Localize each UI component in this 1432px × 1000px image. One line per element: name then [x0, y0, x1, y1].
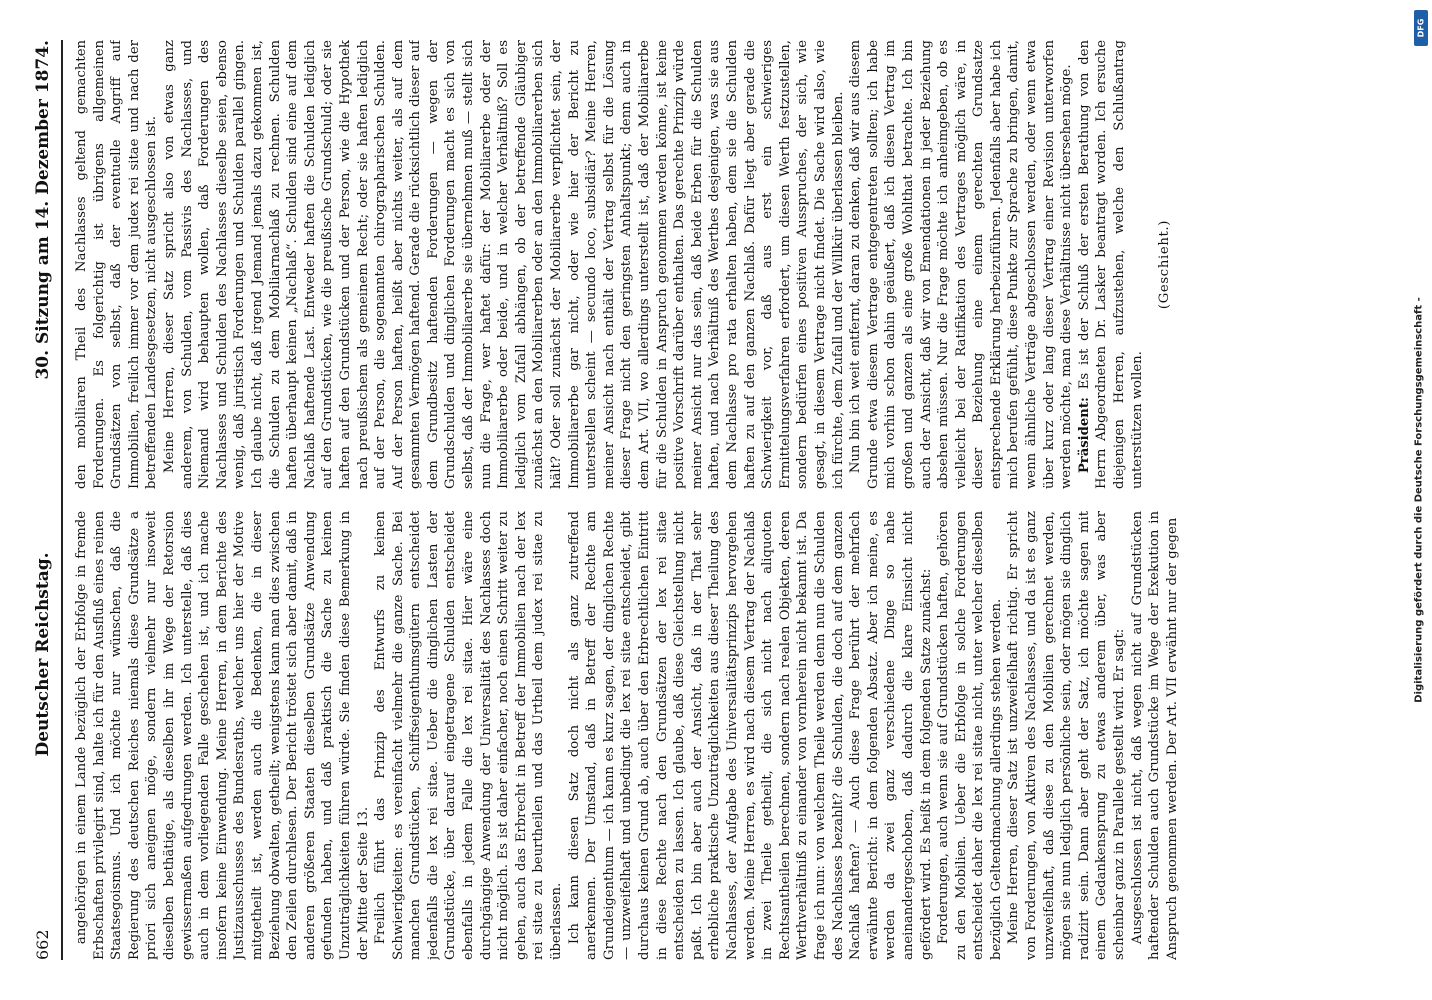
speaker-label: Präsident:: [1076, 397, 1092, 474]
column-right: [73, 40, 1395, 489]
text-columns: [73, 40, 1395, 960]
quoted-paragraph: Ausgeschlossen ist nicht, daß wegen nicht auf Grundstücken haftender Schulden auch Grundstücke im Wege der Exekution in Anspruch genommen werden. Der Art. VII erwähnt nur der gegen: [1129, 511, 1180, 960]
page-number: 662: [33, 929, 52, 960]
speaker-text: Es ist der Schluß der ersten Berathung von den Herrn Abgeordneten Dr. Lasker beantragt worden. Ich ersuche diejenigen Herren, aufzustehen, welche den Schlußantrag unterstützen wollen.: [1076, 40, 1145, 489]
paragraph: Ich kann diesen Satz doch nicht als ganz zutreffend anerkennen. Der Umstand, daß in Betreff der Rechte am Grundeigenthum — ich kann es kurz sagen, der dinglichen Rechte — unzweifelhaft und unbedingt die lex rei sitae entscheidet, gibt durchaus keinen Grund ab, auch über den Erbrechtlichen Eintritt in diese Rechte nach den Grundsätzen der lex rei sitae entscheiden zu lassen. Ich glaube, daß diese Gleichstellung nicht paßt. Ich bin aber auch der Ansicht, daß in der That sehr erhebliche praktische Unzuträglichkeiten aus dieser Theilung des Nachlasses, der Aufgabe des Universalitätsprinzips hervorgehen werden. Meine Herren, es wird nach diesem Vertrag der Nachlaß in zwei Theile getheilt, die sich nicht nach aliquoten Rechtsantheilen berechnen, sondern nach realen Objekten, deren Werthverhältniß zu einander von vornherein nicht bekannt ist. Da frage ich nun: von welchem Theile werden denn nun die Schulden des Nachlasses bezahlt? die Schulden, die doch auf dem ganzen Nachlaß haften? — Auch diese Frage berührt der mehrfach erwähnte Bericht: in dem folgenden Absatz. Aber ich meine, es werden da zwei ganz verschiedene Dinge so nahe aneinandergeschoben, daß dadurch die klare Einsicht nicht gefördert wird. Es heißt in dem folgenden Satze zunächst:: [566, 511, 934, 960]
funding-notice: Digitalisierung gefördert durch die Deutsche Forschungsgemeinschaft -: [1413, 297, 1425, 703]
digitization-sidebar: [1406, 0, 1432, 1000]
page-header: [33, 40, 59, 960]
newspaper-page: [21, 20, 1411, 980]
quoted-paragraph: Forderungen, auch wenn sie auf Grundstücken haften, gehören zu den Mobilien. Ueber die Erbfolge in solche Forderungen entscheidet daher die lex rei sitae nicht, unter welcher dieselben bezüglich Geltendmachung allerdings stehen werden.: [936, 511, 1004, 960]
paragraph: Freilich führt das Prinzip des Entwurfs zu keinen Schwierigkeiten: es vereinfacht vielmehr die ganze Sache. Bei manchen Grundstücken, Schiffseigenthumsgütern entscheidet jedenfalls die lex rei sitae. Ueber die dinglichen Lasten der Grundstücke, über darauf eingetragene Schulden entscheidet ebenfalls in jedem Falle die lex rei sitae. Hier wäre eine durchgängige Anwendung der Universalität des Nachlasses doch nicht möglich. Es ist daher einfacher, noch einen Schritt weiter zu gehen, auch das Erbrecht in Betreff der Immobilien nach der lex rei sitae zu beurtheilen und das Urtheil dem judex rei sitae zu überlassen.: [373, 511, 565, 960]
president-statement: [1076, 40, 1146, 489]
paragraph: Meine Herren, dieser Satz spricht also von etwas ganz anderem, von Schulden, vom Passivis des Nachlasses, und Niemand wird behaupten wollen, daß Forderungen des Nachlasses und Schulden des Nachlasses dieselbe seien, ebenso wenig, daß juristisch Forderungen und Schulden parallel gingen. Ich glaube nicht, daß irgend Jemand jemals dazu gekommen ist, die Schulden zu dem Mobiliarnachlaß zu rechnen. Schulden haften überhaupt keinen „Nachlaß“. Schulden sind eine auf dem Nachlaß haftende Last. Entweder haften die Schulden lediglich auf den Grundstücken, wie die preußische Grundschuld; oder sie haften auf den Grundstücken und der Person, wie die Hypothek nach preußischem als gemeinem Recht; oder sie haften lediglich auf der Person, die sogenannten chirographarischen Schulden. Auf der Person haften, heißt aber nichts weiter, als auf dem gesammten Vermögen haftend. Gerade die rücksichtlich dieser auf dem Grundbesitz haftenden Forderungen — wegen der Grundschulden und dinglichen Forderungen macht es sich von selbst, daß der Immobiliarerbe sie übernehmen muß — stellt sich nun die Frage, wer haftet dafür: der Mobiliarerbe oder der Immobiliarerbe oder beide, und in welcher Verhältniß? Soll es lediglich vom Zufall abhängen, ob der betreffende Gläubiger zunächst an den Mobiliarerben oder an den Immobiliarerben sich hält? Oder soll zunächst der Mobiliarerbe verpflichtet sein, der Immobiliarerbe gar nicht, oder wie hier der Bericht zu unterstellen scheint — secundo loco, subsidiär? Meine Herren, meiner Ansicht nach enthält der Vertrag selbst für die Lösung dieser Frage nicht den geringsten Anhaltspunkt; denn auch in dem Art. VII, wo allerdings unterstellt ist, daß der Mobiliarerbe für die Schulden in Anspruch genommen werden könne, ist keine positive Vorschrift darüber enthalten. Das gerechte Prinzip würde meiner Ansicht nur das sein, daß beide Erben für die Schulden haften, und nach Verhältniß des Werthes desjenigen, was sie aus dem Nachlasse pro rata erhalten haben, dem sie die Schulden haften zu auf den ganzen Nachlaß. Dafür liegt aber gerade die Schwierigkeit vor, daß aus erst ein schwieriges Ermittelungsverfahren erfordert, um diesen Werth festzustellen, sondern bedürfen eines positiven Ausspruches, der sich, wie gesagt, in diesem Vertrage nicht findet. Die Sache wird also, wie ich fürchte, dem Zufall und der Willkür überlassen bleiben.: [161, 40, 846, 489]
publication-title: Deutscher Reichstag.: [33, 552, 53, 757]
column-left: [73, 511, 1395, 960]
paragraph: den mobiliaren Theil des Nachlasses geltend gemachten Forderungen. Es folgerichtig ist übrigens allgemeinen Grundsätzen von selbst, daß der eventuelle Angriff auf Immobilien, freilich immer vor dem judex rei sitae und nach der betreffenden Landesgesetzen, nicht ausgeschlossen ist.: [74, 40, 160, 489]
closing-note: (Geschieht.): [1157, 219, 1173, 310]
dfg-logo-text: DFG: [1416, 18, 1426, 38]
dfg-logo-icon: [1414, 10, 1428, 46]
session-date: 30. Sitzung am 14. Dezember 1874.: [33, 40, 53, 380]
header-rule: [61, 40, 63, 960]
paragraph: Nun bin ich weit entfernt, daran zu denken, daß wir aus diesem Grunde etwa diesem Vertrage entgegentreten sollten; ich habe mich vorhin schon dahin geäußert, daß ich diesen Vertrag im großen und ganzen als eine große Wohlthat betrachte. Ich bin auch der Ansicht, daß wir von Emendationen in jeder Beziehung absehen müssen. Nur die Frage möchte ich anheimgeben, ob es vielleicht bei der Ratifikation des Vertrages möglich wäre, in dieser Beziehung eine einem gerechten Grundsatze entsprechende Erklärung herbeizuführen. Jedenfalls aber habe ich mich berufen gefühlt, diese Punkte zur Sprache zu bringen, damit, wenn ähnliche Verträge abgeschlossen werden, oder wenn etwa über kurz oder lang dieser Vertrag einer Revision unterworfen werden möchte, man diese Verhältnisse nicht übersehen möge.: [848, 40, 1075, 489]
paragraph: angehörigen in einem Lande bezüglich der Erbfolge in fremde Erbschaften privilegirt sind, halte ich für den Ausfluß eines reinen Staatsegoismus. Und ich möchte nur wünschen, daß die Regierung des deutschen Reiches niemals diese Grundsätze a priori sich aneignen möge, sondern vielmehr nur insoweit dieselben bethätige, als dieselben ihr im Wege der Retorsion gewissermaßen aufgedrungen werden. Ich unterstelle, daß dies auch in dem vorliegenden Falle geschehen ist, und ich mache insofern keine Einwendung. Meine Herren, in dem Berichte des Justizausschusses des Bundesraths, welcher uns hier der Motive mitgetheilt ist, werden auch die Bedenken, die in dieser Beziehung obwalten, getheilt; wenigstens kann man dies zwischen den Zeilen durchlesen. Der Bericht tröstet sich aber damit, daß in anderen größeren Staaten dieselben Grundsätze Anwendung gefunden haben, und daß praktisch die Sache zu keinen Unzuträglichkeiten führen würde. Sie finden diese Bemerkung in der Mitte der Seite 13.: [74, 511, 371, 960]
paragraph: Meine Herren, dieser Satz ist unzweifelhaft richtig. Er spricht von Forderungen, von Aktiven des Nachlasses, und da ist es ganz unzweifelhaft, daß diese zu den Mobilien gerechnet werden, mögen sie nun lediglich persönliche sein, oder mögen sie dinglich radizirt sein. Dann aber geht der Satz, ich möchte sagen mit einem Gedankensprung zu etwas anderem über, was aber scheinbar ganz in Parallele gestellt wird. Er sagt:: [1006, 511, 1128, 960]
